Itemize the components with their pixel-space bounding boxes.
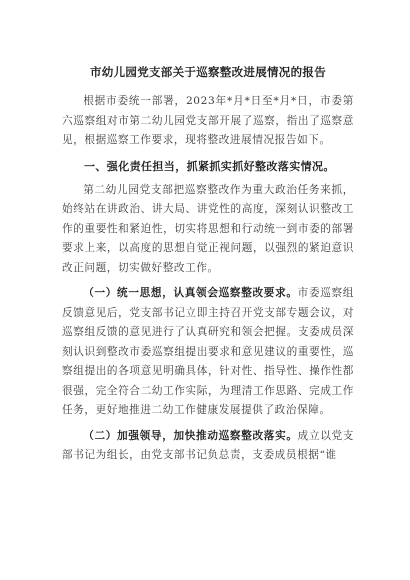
section-1-paragraph: 第二幼儿园党支部把巡察整改作为重大政治任务来抓，始终站在讲政治、讲大局、讲党性的高度，深刻认识整改工作的重要性和紧迫性，切实将思想和行动统一到市委的部署要求上来，以高度的思想自觉正视问题，以强烈的紧迫意识改正问题，切实做好整改工作。: [62, 183, 354, 274]
document-title: 市幼儿园党支部关于巡察整改进展情况的报告: [90, 65, 326, 79]
subsection-2-lead: （二）加强领导，加快推动巡察整改落实。: [83, 429, 298, 442]
subsection-2-body: 成立以党支部书记为组长，由党支部书记负总责，支委成员根据“谁: [62, 429, 354, 461]
section-1-heading: 一、强化责任担当，抓紧抓实抓好整改落实情况。: [84, 159, 335, 173]
intro-paragraph: 根据市委统一部署，2023年*月*日至*月*日，市委第六巡察组对市第二幼儿园党支部开展了巡察，指出了巡察意见，根据巡察工作要求，现将整改进展情况报告如下。: [62, 95, 354, 146]
subsection-1-lead: （一）统一思想，认真领会巡察整改要求。: [83, 287, 298, 299]
subsection-1-body: 市委巡察组反馈意见后，党支部书记立即主持召开党支部专题会议，对巡察组反馈的意见进行了认真研究和领会把握。支委成员深刻认识到整改市委巡察组提出要求和意见建议的重要性，巡察组提出的各项意见明确具体，针对性、指导性、操作性都很强，完全符合二幼工作实际，为理清工作思路、完成工作任务，更好地推进二幼工作健康发展提供了政治保障。: [62, 287, 354, 416]
subsection-1-paragraph: [62, 284, 354, 421]
subsection-2-paragraph: [62, 427, 354, 466]
